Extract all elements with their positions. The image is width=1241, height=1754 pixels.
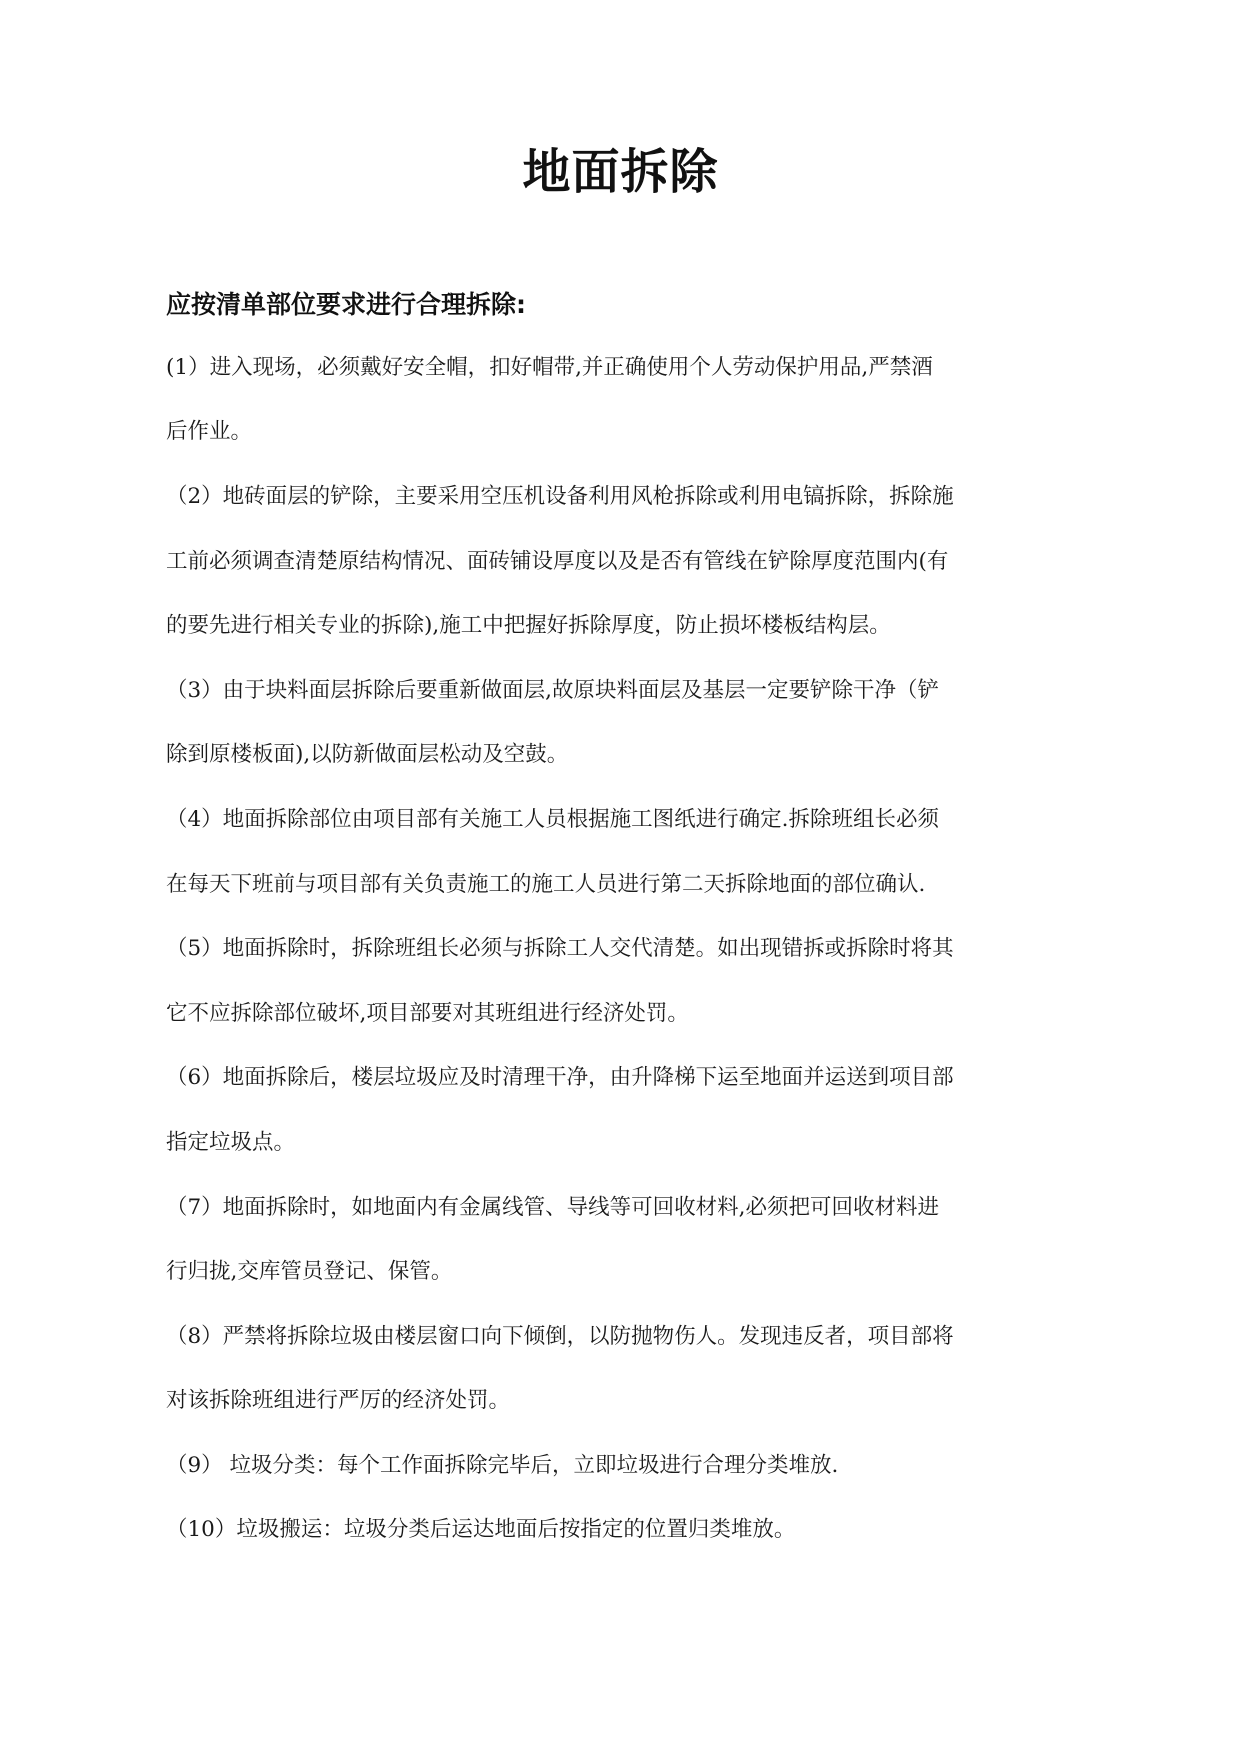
paragraph-line: （8）严禁将拆除垃圾由楼层窗口向下倾倒，以防抛物伤人。发现违反者，项目部将 xyxy=(166,1324,954,1349)
paragraph-line: （3）由于块料面层拆除后要重新做面层,故原块料面层及基层一定要铲除干净（铲 xyxy=(166,678,940,703)
paragraph-line: 的要先进行相关专业的拆除),施工中把握好拆除厚度，防止损坏楼板结构层。 xyxy=(166,613,891,638)
paragraph-line: 行归拢,交库管员登记、保管。 xyxy=(166,1259,453,1284)
paragraph-line: (1）进入现场，必须戴好安全帽，扣好帽带,并正确使用个人劳动保护用品,严禁酒 xyxy=(166,355,933,380)
paragraph-line: （4）地面拆除部位由项目部有关施工人员根据施工图纸进行确定.拆除班组长必须 xyxy=(166,807,940,832)
paragraph-line: （10）垃圾搬运：垃圾分类后运达地面后按指定的位置归类堆放。 xyxy=(166,1517,796,1542)
paragraph-line: 后作业。 xyxy=(166,419,253,444)
paragraph-line: （9） 垃圾分类：每个工作面拆除完毕后，立即垃圾进行合理分类堆放. xyxy=(166,1453,839,1478)
paragraph-line: （5）地面拆除时，拆除班组长必须与拆除工人交代清楚。如出现错拆或拆除时将其 xyxy=(166,936,954,961)
paragraph-line: 对该拆除班组进行严厉的经济处罚。 xyxy=(166,1388,511,1413)
paragraph-line: （2）地砖面层的铲除，主要采用空压机设备利用风枪拆除或利用电镐拆除，拆除施 xyxy=(166,484,954,509)
paragraph-line: 除到原楼板面),以防新做面层松动及空鼓。 xyxy=(166,742,569,767)
section-heading: 应按清单部位要求进行合理拆除: xyxy=(166,290,526,319)
document-title: 地面拆除 xyxy=(522,144,719,200)
paragraph-line: （7）地面拆除时，如地面内有金属线管、导线等可回收材料,必须把可回收材料进 xyxy=(166,1195,940,1220)
paragraph-line: 指定垃圾点。 xyxy=(166,1130,296,1155)
paragraph-line: 工前必须调查清楚原结构情况、面砖铺设厚度以及是否有管线在铲除厚度范围内(有 xyxy=(166,549,949,574)
paragraph-line: 它不应拆除部位破坏,项目部要对其班组进行经济处罚。 xyxy=(166,1001,689,1026)
paragraph-line: 在每天下班前与项目部有关负责施工的施工人员进行第二天拆除地面的部位确认. xyxy=(166,872,926,897)
paragraph-line: （6）地面拆除后，楼层垃圾应及时清理干净，由升降梯下运至地面并运送到项目部 xyxy=(166,1065,954,1090)
